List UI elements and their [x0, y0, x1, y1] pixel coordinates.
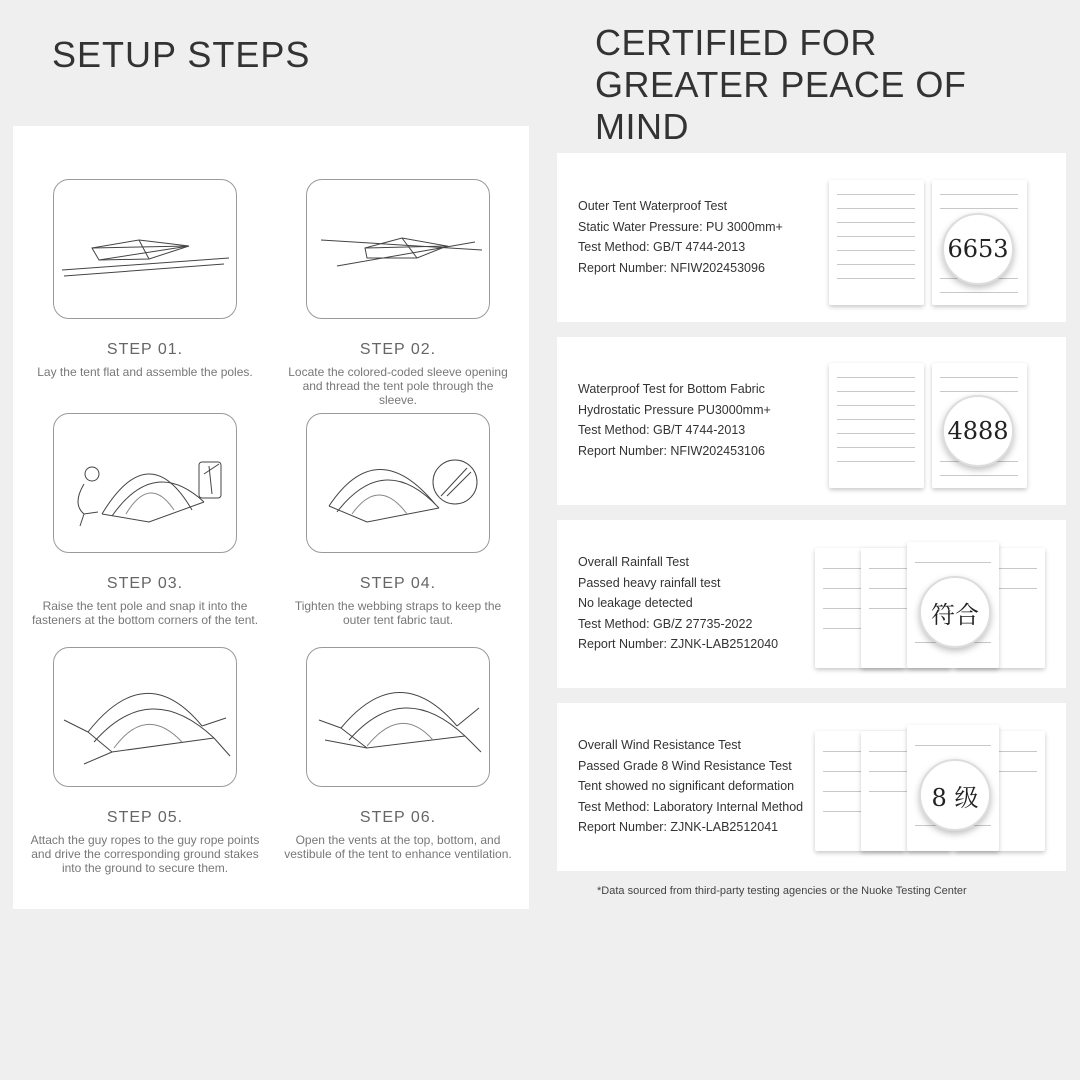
cert-2-line-1: Waterproof Test for Bottom Fabric: [578, 382, 765, 396]
step-02: [283, 179, 513, 407]
step-01-title: STEP 01.: [106, 341, 184, 358]
step-02-illustration: [306, 179, 490, 319]
cert-4-line-3: Tent showed no significant deformation: [578, 779, 795, 793]
cert-card-bottom-fabric-waterproof: [557, 337, 1066, 505]
step-03: [30, 413, 260, 627]
magnified-report-value: 符合: [919, 576, 991, 648]
cert-3-line-3: No leakage detected: [578, 596, 693, 610]
step-05: [30, 647, 260, 875]
cert-4-line-5: Report Number: ZJNK-LAB2512041: [578, 820, 779, 834]
magnified-report-value: 4888: [942, 395, 1014, 467]
step-01: [30, 179, 260, 379]
step-06-description: Open the vents at the top, bottom, and vestibule of the tent to enhance ventilation.: [284, 833, 512, 861]
cert-3-line-2: Passed heavy rainfall test: [578, 575, 721, 590]
cert-1-line-1: Outer Tent Waterproof Test: [578, 199, 728, 213]
step-04-title: STEP 04.: [359, 575, 437, 592]
cert-1-line-2: Static Water Pressure: PU 3000mm+: [578, 219, 783, 234]
cert-4-line-1: Overall Wind Resistance Test: [578, 738, 742, 752]
cert-3-line-5: Report Number: ZJNK-LAB2512040: [578, 637, 779, 651]
step-03-title: STEP 03.: [106, 575, 184, 592]
step-05-description: Attach the guy ropes to the guy rope points and drive the corresponding ground stakes into the ground to secure them.: [30, 833, 260, 875]
cert-2-line-3: Test Method: GB/T 4744-2013: [578, 423, 746, 437]
setup-steps-heading: SETUP STEPS: [52, 34, 311, 75]
step-06-title: STEP 06.: [359, 809, 437, 826]
cert-card-outer-tent-waterproof: [557, 153, 1066, 322]
step-03-illustration: [53, 413, 237, 553]
cert-card-rainfall: [557, 520, 1066, 688]
cert-3-line-1: Overall Rainfall Test: [578, 555, 689, 569]
step-01-illustration: [53, 179, 237, 319]
test-report-document: [829, 363, 924, 488]
cert-3-line-4: Test Method: GB/Z 27735-2022: [578, 616, 753, 631]
test-report-document: [829, 180, 924, 305]
step-04-description: Tighten the webbing straps to keep the outer tent fabric taut.: [294, 599, 502, 627]
cert-2-line-2: Hydrostatic Pressure PU3000mm+: [578, 402, 771, 417]
step-01-description: Lay the tent flat and assemble the poles.: [37, 365, 253, 379]
magnified-report-value: 6653: [942, 213, 1014, 285]
cert-4-line-4: Test Method: Laboratory Internal Method: [578, 799, 804, 814]
cert-4-line-2: Passed Grade 8 Wind Resistance Test: [578, 758, 792, 773]
cert-1-line-3: Test Method: GB/T 4744-2013: [578, 240, 746, 254]
data-source-footnote: *Data sourced from third-party testing agencies or the Nuoke Testing Center: [597, 885, 967, 897]
step-03-description: Raise the tent pole and snap it into the fasteners at the bottom corners of the tent.: [31, 599, 259, 627]
cert-card-wind-resistance: [557, 703, 1066, 871]
magnified-report-value: 8 级: [919, 759, 991, 831]
step-05-title: STEP 05.: [106, 809, 184, 826]
certified-heading: CERTIFIED FOR GREATER PEACE OF MIND: [595, 22, 967, 147]
cert-1-line-4: Report Number: NFIW202453096: [578, 260, 765, 275]
step-02-title: STEP 02.: [359, 341, 437, 358]
step-06: [283, 647, 513, 861]
step-06-illustration: [306, 647, 490, 787]
cert-2-line-4: Report Number: NFIW202453106: [578, 443, 765, 458]
step-02-description: Locate the colored-coded sleeve opening and thread the tent pole through the sleeve.: [288, 365, 508, 407]
step-04-illustration: [306, 413, 490, 553]
step-04: [283, 413, 513, 627]
setup-steps-panel: [13, 126, 529, 909]
step-05-illustration: [53, 647, 237, 787]
